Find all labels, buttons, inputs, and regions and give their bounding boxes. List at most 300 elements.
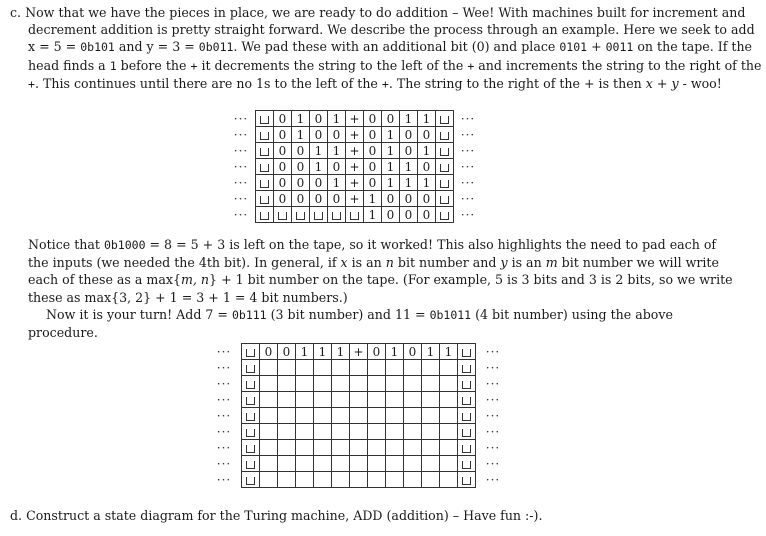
tape-cell: 0 [274,191,292,207]
tape-blank-cell [242,424,260,440]
tape-cell: + [346,191,364,207]
tape-empty-cell [314,472,332,488]
code-0101: 0101 [559,40,588,55]
tape-cell: 0 [310,175,328,191]
part-d-label: d. [10,508,23,523]
blank-symbol-icon [260,164,269,172]
tape-cell: 1 [440,344,458,360]
tape-empty-cell [332,440,350,456]
tape-cell: 1 [382,175,400,191]
tape-cell: 0 [274,111,292,127]
tape-empty-cell [314,424,332,440]
tape-empty-cell [440,360,458,376]
blank-symbol-icon [462,349,471,357]
code-0b111: 0b111 [231,308,267,322]
tape-cell: 1 [292,127,310,143]
code-0011: 0011 [605,40,634,55]
tape-blank-cell [458,424,476,440]
tape-empty-cell [332,360,350,376]
tape-empty-cell [260,424,278,440]
tape-row [207,344,510,360]
notice-text: } + 1 bit number on the tape. (For example, 5 is 3 bits and 3 is 2 bits, so we write these as max{3, 2} + 1 = 3 + 1 = 4 bit numbers.) [28,272,733,305]
tape-cell: 1 [332,344,350,360]
part-c-text: . We pad these with an additional bit (0) and place [233,39,560,55]
notice-text: bit number and [393,255,501,271]
tape-cell: 1 [328,111,346,127]
tape-empty-cell [404,360,422,376]
tape-blank-cell [458,408,476,424]
tape-cell: 0 [328,159,346,175]
blank-symbol-icon [260,196,269,204]
tape-ellipsis: ··· [216,408,232,423]
blank-symbol-icon [462,413,471,421]
tape-ellipsis: ··· [216,392,232,407]
tape-cell: 1 [386,344,404,360]
tape-cell: 0 [400,127,418,143]
tape-cell: 1 [422,344,440,360]
tape-empty-cell [404,472,422,488]
tape-cell: 1 [400,159,418,175]
tape-blank-cell [242,392,260,408]
tape-blank-cell [436,175,454,191]
part-c-text: . This continues until there are no 1s to the left of the [34,75,382,91]
blank-symbol-icon [462,461,471,469]
blank-symbol-icon [440,180,449,188]
tape-empty-cell [422,360,440,376]
tape-ellipsis: ··· [216,344,232,359]
tape-empty-cell [350,456,368,472]
tape-cell: 0 [328,191,346,207]
tape-empty-cell [278,456,296,472]
tape-ellipsis: ··· [233,143,249,158]
tape-cell: + [350,344,368,360]
tape-cell: 1 [292,111,310,127]
tape-empty-cell [368,376,386,392]
tape-cell: 0 [274,143,292,159]
tape-ellipsis: ··· [233,111,249,126]
part-c-text: it decrements the string to the left of the [197,57,468,73]
tape-empty-cell [404,376,422,392]
tape-cell: + [346,159,364,175]
tape-empty-cell [350,424,368,440]
tape-empty-cell [422,472,440,488]
tape-cell: 1 [418,111,436,127]
notice-text: = 8 = 5 + 3 is left on the tape, so it worked! This also highlights the need to pad each of the inputs (we needed the 4th bit). In general, if [28,237,717,271]
math-m: m [545,255,558,271]
tape-empty-cell [260,440,278,456]
notice-paragraph [28,236,736,306]
tape-cell: 0 [310,191,328,207]
tape-blank-cell [436,191,454,207]
tape-blank-cell [256,159,274,175]
tape-empty-cell [350,376,368,392]
tape-blank-cell [274,207,292,223]
tape-ellipsis: ··· [216,440,232,455]
tape-cell: 1 [382,159,400,175]
tape-cell: 0 [274,175,292,191]
blank-symbol-icon [440,116,449,124]
tape-cell: 1 [382,127,400,143]
part-d-text: Construct a state diagram for the Turing machine, ADD (addition) – Have fun :-). [26,508,543,523]
tape-cell: 1 [400,111,418,127]
part-c-text: . The string to the right of the + is then [388,75,646,91]
tape-blank-cell [242,440,260,456]
blank-symbol-icon [462,445,471,453]
tape-empty-cell [278,376,296,392]
tape-empty-cell [350,408,368,424]
tape-cell: 0 [310,127,328,143]
tape-empty-cell [332,456,350,472]
tape-cell: 0 [418,207,436,223]
tape-empty-cell [350,392,368,408]
tape-empty-cell [296,472,314,488]
tape-cell: 1 [310,143,328,159]
tape-empty-cell [314,392,332,408]
blank-symbol-icon [246,429,255,437]
tape-empty-cell [260,360,278,376]
tape-empty-cell [278,408,296,424]
tape-ellipsis: ··· [485,392,501,407]
tape-empty-cell [296,456,314,472]
tape-empty-cell [386,360,404,376]
blank-symbol-icon [332,212,341,220]
tape-cell: 1 [382,143,400,159]
tape-empty-cell [332,376,350,392]
tape-blank-cell [436,207,454,223]
blank-symbol-icon [246,349,255,357]
tape-ellipsis: ··· [233,175,249,190]
tape-cell: 1 [328,175,346,191]
tape-empty-cell [332,424,350,440]
tape-blank-cell [436,143,454,159]
tape-row [227,127,482,143]
tape-blank-cell [458,344,476,360]
tape-ellipsis: ··· [485,456,501,471]
code-0b1011: 0b1011 [429,308,472,322]
tape-empty-cell [404,392,422,408]
tape-blank-cell [242,472,260,488]
blank-symbol-icon [260,180,269,188]
tape-empty-cell [296,360,314,376]
blank-symbol-icon [440,164,449,172]
code-plus: + [28,76,35,91]
tape-blank-cell [242,376,260,392]
your-turn-paragraph [28,306,736,341]
tape-cell: 0 [364,159,382,175]
tape-ellipsis: ··· [216,424,232,439]
code-0b101: 0b101 [80,40,115,55]
blank-symbol-icon [462,365,471,373]
tape-empty-cell [404,424,422,440]
tape-empty-cell [314,408,332,424]
tape-row [227,143,482,159]
tape-cell: 1 [364,191,382,207]
blank-symbol-icon [246,397,255,405]
tape-row [207,456,510,472]
tape-cell: + [346,143,364,159]
tape-empty-cell [314,456,332,472]
tape-cell: 1 [400,175,418,191]
tape-empty-cell [296,424,314,440]
tape-empty-cell [386,376,404,392]
notice-text: is an [347,255,386,271]
blank-symbol-icon [260,148,269,156]
part-c-text: - woo! [678,75,722,91]
tape-blank-cell [256,143,274,159]
tape-blank-cell [436,111,454,127]
tape-blank-cell [458,440,476,456]
blank-symbol-icon [260,132,269,140]
tape-empty-cell [296,376,314,392]
tape-cell: 1 [364,207,382,223]
math-x-plus-y: x + y [645,75,679,91]
part-c-text: Now that we have the pieces in place, we are ready to do addition – Wee! With machines built for increment and decrement addition is pretty straight forward. We describe the process through an example. Here we seek to add x = 5 = [25,5,755,55]
tape-blank-cell [328,207,346,223]
code-plus: + [190,58,198,73]
tape-ellipsis: ··· [233,159,249,174]
tape-empty-cell [404,456,422,472]
tape-empty-cell [368,424,386,440]
tape-empty-cell [440,424,458,440]
tape-empty-cell [368,456,386,472]
tape-empty-cell [440,440,458,456]
tape-row [227,191,482,207]
tape-cell: 1 [296,344,314,360]
tape-ellipsis: ··· [460,143,476,158]
blank-symbol-icon [440,196,449,204]
tape-blank-cell [458,392,476,408]
blank-symbol-icon [350,212,359,220]
tape-empty-cell [332,392,350,408]
tape-empty-cell [350,472,368,488]
tape-empty-cell [368,408,386,424]
tape-row [207,360,510,376]
tape-ellipsis: ··· [233,127,249,142]
tape-blank-cell [310,207,328,223]
tape-cell: 0 [400,143,418,159]
tape-ellipsis: ··· [460,207,476,222]
tape-cell: 0 [364,143,382,159]
tape-ellipsis: ··· [485,344,501,359]
notice-text: is an [507,255,546,271]
tape-cell: 0 [364,175,382,191]
tape-cell: 0 [292,175,310,191]
tape-ellipsis: ··· [485,376,501,391]
tape-ellipsis: ··· [460,111,476,126]
tape-empty-cell [314,440,332,456]
tape-empty-cell [296,440,314,456]
blank-symbol-icon [462,429,471,437]
tape-blank-cell [458,472,476,488]
exercise-tape-table [207,343,510,488]
part-d-paragraph [10,507,745,524]
blank-symbol-icon [246,413,255,421]
tape-empty-cell [260,456,278,472]
code-1: 1 [109,58,117,73]
part-c-label: c. [10,5,22,20]
tape-row [207,440,510,456]
tape-cell: 0 [364,127,382,143]
tape-blank-cell [346,207,364,223]
tape-cell: 1 [418,175,436,191]
tape-empty-cell [296,392,314,408]
blank-symbol-icon [260,116,269,124]
tape-blank-cell [256,127,274,143]
tape-empty-cell [368,392,386,408]
tape-empty-cell [404,440,422,456]
tape-empty-cell [278,360,296,376]
tape-ellipsis: ··· [460,127,476,142]
tape-empty-cell [440,392,458,408]
math-x: x [340,255,348,271]
tape-empty-cell [386,456,404,472]
tape-cell: 0 [418,159,436,175]
tape-cell: 0 [328,127,346,143]
tape-blank-cell [458,456,476,472]
math-y: y [500,255,508,271]
tape-cell: + [346,127,364,143]
tape-cell: 1 [328,143,346,159]
part-c-text: + [587,39,606,55]
tape-empty-cell [278,440,296,456]
tape-blank-cell [458,376,476,392]
part-c-paragraph [10,4,763,93]
tape-blank-cell [292,207,310,223]
tape-empty-cell [440,408,458,424]
tape-ellipsis: ··· [233,191,249,206]
tape-empty-cell [440,376,458,392]
tape-blank-cell [256,207,274,223]
tape-blank-cell [242,344,260,360]
tape-cell: 0 [400,207,418,223]
tape-empty-cell [440,456,458,472]
math-m-n: m, n [180,272,210,288]
tape-empty-cell [422,376,440,392]
tape-cell: 0 [404,344,422,360]
tape-empty-cell [332,472,350,488]
tape-cell: 1 [418,143,436,159]
tape-ellipsis: ··· [485,360,501,375]
blank-symbol-icon [278,212,287,220]
tape-cell: 1 [314,344,332,360]
tape-cell: 0 [400,191,418,207]
tape-cell: 0 [382,111,400,127]
blank-symbol-icon [462,381,471,389]
tape-blank-cell [436,127,454,143]
blank-symbol-icon [440,212,449,220]
tape-empty-cell [386,392,404,408]
tape-blank-cell [242,408,260,424]
tape-empty-cell [422,440,440,456]
tape-ellipsis: ··· [460,175,476,190]
tape-cell: 0 [292,191,310,207]
tape-empty-cell [404,408,422,424]
tape-empty-cell [386,440,404,456]
tape-row [227,159,482,175]
tape-ellipsis: ··· [485,424,501,439]
tape-ellipsis: ··· [216,360,232,375]
tape-empty-cell [422,408,440,424]
example-tape-table [227,110,482,223]
tape-empty-cell [422,456,440,472]
tape-cell: 0 [310,111,328,127]
blank-symbol-icon [246,365,255,373]
tape-empty-cell [386,472,404,488]
tape-empty-cell [422,424,440,440]
tape-cell: 0 [260,344,278,360]
part-c-text: and increments the string to the right of the [474,57,762,73]
tape-cell: 0 [364,111,382,127]
tape-ellipsis: ··· [233,207,249,222]
tape-cell: 0 [418,127,436,143]
blank-symbol-icon [246,381,255,389]
tape-empty-cell [278,392,296,408]
tape-empty-cell [386,408,404,424]
tape-cell: 0 [274,159,292,175]
tape-empty-cell [440,472,458,488]
tape-cell: 0 [382,207,400,223]
blank-symbol-icon [296,212,305,220]
tape-row [227,175,482,191]
blank-symbol-icon [440,148,449,156]
code-plus: + [467,58,475,73]
blank-symbol-icon [462,477,471,485]
tape-blank-cell [436,159,454,175]
tape-cell: + [346,111,364,127]
tape-empty-cell [368,440,386,456]
tape-empty-cell [260,472,278,488]
tape-row [207,392,510,408]
tape-empty-cell [350,360,368,376]
tape-ellipsis: ··· [485,472,501,487]
blank-symbol-icon [246,445,255,453]
tape-row [207,376,510,392]
turn-text: (4 bit number) using the above procedure. [28,307,673,341]
tape-cell: 0 [418,191,436,207]
tape-ellipsis: ··· [216,376,232,391]
tape-row [207,472,510,488]
blank-symbol-icon [314,212,323,220]
tape-blank-cell [242,456,260,472]
tape-empty-cell [368,360,386,376]
tape-ellipsis: ··· [485,440,501,455]
tape-ellipsis: ··· [460,191,476,206]
math-n: n [385,255,394,271]
tape-empty-cell [350,440,368,456]
tape-empty-cell [386,424,404,440]
tape-empty-cell [332,408,350,424]
part-c-text: on the tape. If the head finds a [28,39,753,73]
tape-empty-cell [314,360,332,376]
tape-empty-cell [260,408,278,424]
tape-blank-cell [256,175,274,191]
part-c-text: before the [116,57,191,73]
tape-cell: 0 [382,191,400,207]
tape-row [207,408,510,424]
tape-blank-cell [256,111,274,127]
tape-empty-cell [314,376,332,392]
notice-text: Notice that [28,237,104,252]
tape-blank-cell [458,360,476,376]
tape-ellipsis: ··· [216,472,232,487]
blank-symbol-icon [260,212,269,220]
tape-blank-cell [256,191,274,207]
part-c-text: and y = 3 = [114,39,199,55]
tape-row [227,111,482,127]
tape-blank-cell [242,360,260,376]
blank-symbol-icon [246,477,255,485]
tape-cell: 0 [368,344,386,360]
